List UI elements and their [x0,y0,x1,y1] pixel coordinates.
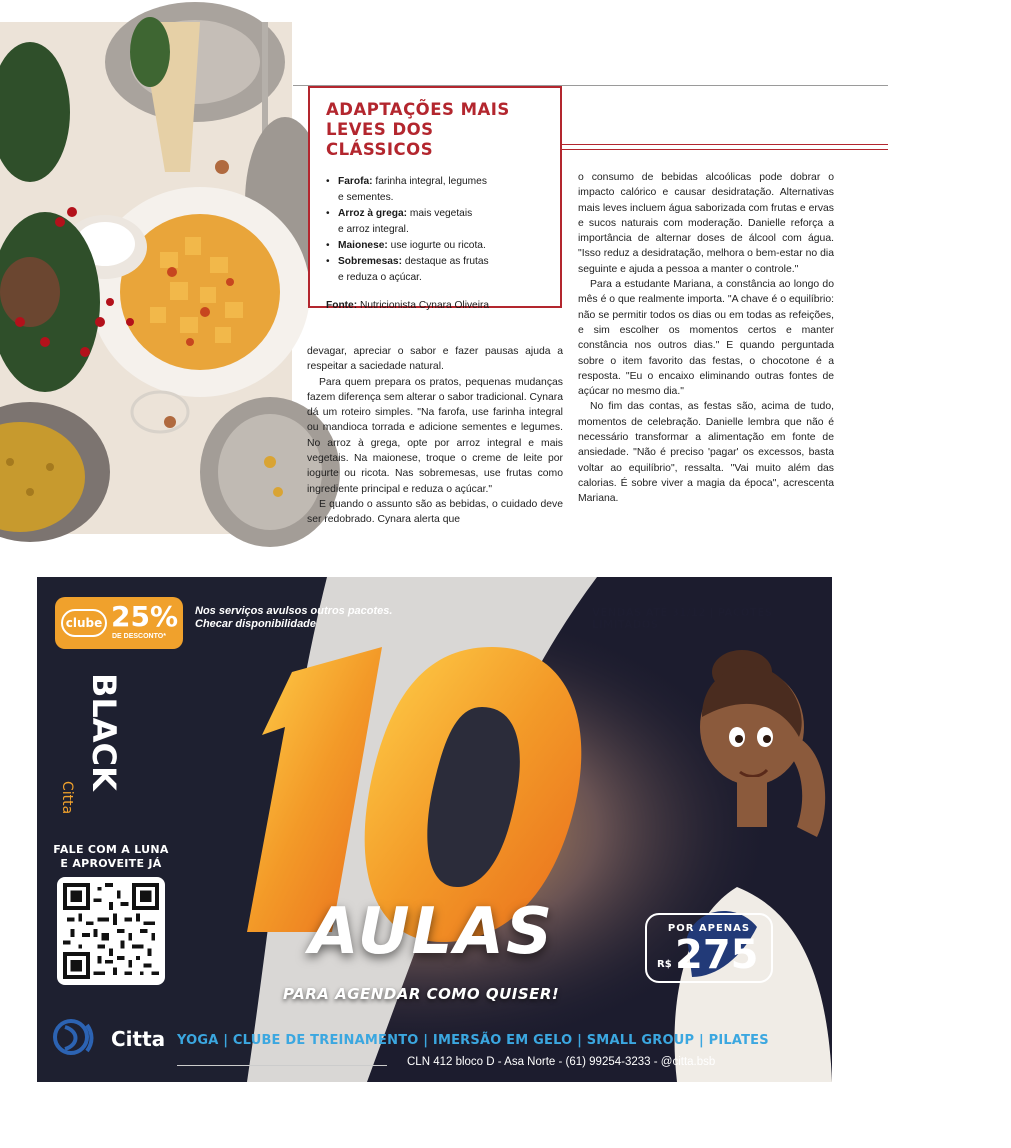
aulas-headline: AULAS [309,895,555,969]
ad-note [195,605,455,631]
list-item-text: destaque as frutas [402,256,489,267]
list-item-term: Farofa: [338,176,373,187]
list-item-term: Sobremesas: [338,256,402,267]
sales-deadline: VENDAS ATÉ 31/12 | PACOTES LIMITADOS [592,607,773,631]
list-item-continuation: e arroz integral. [338,224,409,235]
red-rule-top [562,144,888,145]
paragraph: Para quem prepara os pratos, pequenas mudanças fazem diferença sem alterar o sabor tradicional. Cynara dá um roteiro simples. "Na farofa, use farinha integral ou mandioca torrada e adicione sementes e legumes. No arroz à grega, opte por arroz integral e mais vegetais. Na maionese, troque o creme de leite por iogurte ou ricota. Nas sobremesas, use frutas como ingrediente principal e reduza o açúcar." [307,376,563,495]
advertisement[interactable] [37,577,832,1082]
qr-code[interactable] [57,877,165,985]
clube-logo: clube [61,609,107,637]
discount-badge [55,597,183,649]
article-column-2 [578,170,834,507]
list-item [326,238,546,254]
article-column-1 [307,344,563,528]
sidebar-source [326,300,546,311]
discount-label: DE DESCONTO* [112,633,166,640]
list-item-term: Arroz à grega: [338,208,408,219]
holiday-table-photo [0,22,292,534]
ad-background [37,577,832,1082]
list-item [326,174,546,206]
talk-line2: E APROVEITE JÁ [60,857,162,870]
list-item-continuation: e reduza o açúcar. [338,272,422,283]
services-list: YOGA | CLUBE DE TREINAMENTO | IMERSÃO EM GELO | SMALL GROUP | PILATES [177,1033,769,1048]
vertical-citta-text: Citta [59,781,75,815]
paragraph: E quando o assunto são as bebidas, o cuidado deve ser redobrado. Cynara alerta que [307,498,563,526]
price-label: POR APENAS [667,923,751,934]
talk-to-luna [51,843,171,871]
list-item-term: Maionese: [338,240,388,251]
price-value: 275 [675,932,759,978]
citta-logo-text: Citta [111,1027,166,1051]
red-rule-bottom [562,149,888,150]
source-text: Nutricionista Cynara Oliveira [357,300,490,311]
sidebar-box [308,86,562,311]
paragraph: devagar, apreciar o sabor e fazer pausas ajuda a respeitar a saciedade natural. [307,346,563,373]
black-citta-vertical [59,673,123,833]
talk-line1: FALE COM A LUNA [53,843,169,856]
sidebar-list [326,174,546,286]
vertical-black-text: BLACK [85,673,123,791]
sidebar-title [326,100,546,160]
qr-code-icon [63,883,159,979]
contact-address: CLN 412 bloco D - Asa Norte - (61) 99254-3233 - @citta.bsb [407,1056,716,1068]
sidebar-title-line1: ADAPTAÇÕES MAIS [326,100,510,119]
price-currency: R$ [657,959,672,970]
discount-percent: 25% [111,600,179,633]
ad-note-line2: Checar disponibilidade [195,618,317,630]
paragraph: o consumo de bebidas alcoólicas pode dobrar o impacto calórico e causar desidratação. Alternativas mais leves incluem água saborizada com frutas e ervas e sucos naturais com moderação. Danielle reforça a importância de alternar doses de álcool com água. "Isso reduz a desidratação, melhora o bem-estar no dia seguinte e ajuda a pessoa a manter o controle." [578,172,834,275]
price-box [645,913,773,983]
schedule-tagline: PARA AGENDAR COMO QUISER! [283,985,560,1003]
ad-note-line1: Nos serviços avulsos outros pacotes. [195,605,393,617]
list-item-text: mais vegetais [407,208,473,219]
paragraph: No fim das contas, as festas são, acima de tudo, momentos de celebração. Danielle lembra que não é necessário transformar a alimentação em fonte de ansiedade. "Não é preciso 'pagar' os excessos, basta voltar ao equilíbrio", ressalta. "Vai muito além das calorias. É sobre viver a magia da época", acrescenta Mariana. [578,401,834,505]
list-item-text: use iogurte ou ricota. [387,240,486,251]
list-item [326,254,546,286]
list-item-continuation: e sementes. [338,192,394,203]
list-item [326,206,546,238]
paragraph: Para a estudante Mariana, a constância ao longo do mês é o que realmente importa. "A chave é o equilíbrio: não se permitir todos os dias ou em todas as refeições, e sim escolher os momentos certos e manter constância nos outros dias." E quando perguntada sobre o item favorito das festas, o chocotone é a resposta. "Eu o encaixo eliminando outras fontes de açúcar no mesmo dia." [578,279,834,398]
source-label: Fonte: [326,300,358,311]
address-divider [177,1065,387,1066]
list-item-text: farinha integral, legumes [372,176,487,187]
sidebar-title-line2: LEVES DOS CLÁSSICOS [326,120,434,159]
